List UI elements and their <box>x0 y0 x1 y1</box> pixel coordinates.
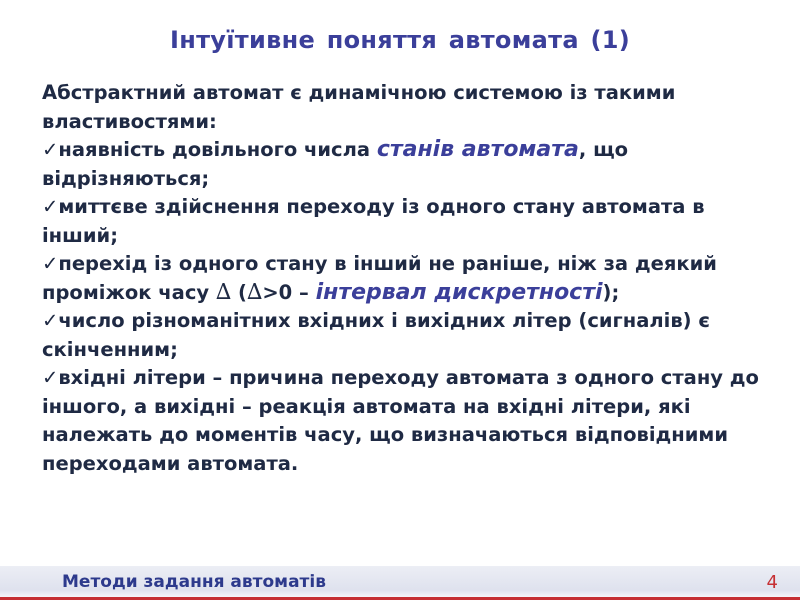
intro-text: Абстрактний автомат є динамічною системою із такими властивостями: <box>42 81 676 133</box>
item-text: число різноманітних вхідних і вихідних літер (сигналів) є скінченним; <box>42 309 710 361</box>
checkmark-icon: ✓ <box>42 138 59 161</box>
checkmark-icon: ✓ <box>42 195 59 218</box>
item-text-before: наявність довільного числа <box>58 138 377 161</box>
checkmark-icon: ✓ <box>42 252 59 275</box>
delta-condition: >0 – <box>262 280 316 304</box>
slide-body <box>42 79 762 478</box>
slide-title: Інтуїтивне поняття автомата (1) <box>169 26 631 54</box>
emphasized-term: інтервал дискретності <box>315 279 603 305</box>
emphasized-term: станів автомата <box>376 137 579 162</box>
list-item <box>42 250 762 307</box>
checkmark-icon: ✓ <box>42 309 59 332</box>
item-text: вхідні літери – причина переходу автомата з одного стану до іншого, а вихідні – реакція автомата на вхідні літери, які належать до моментів часу, що визначаються відповідними переходами автомата. <box>42 366 759 475</box>
item-text-after: ); <box>602 280 620 304</box>
delta-symbol: ∆ <box>246 279 263 305</box>
list-item <box>42 193 762 250</box>
paren-open: ( <box>231 280 247 304</box>
item-text-after: , що відрізняються; <box>42 138 629 190</box>
item-text-before: перехід із одного стану в інший не раніше, ніж за деякий проміжок часу <box>42 252 717 304</box>
page-number: 4 <box>766 572 778 593</box>
list-item <box>42 307 762 364</box>
footer-label: Методи задання автоматів <box>62 572 326 592</box>
delta-symbol: ∆ <box>215 279 232 305</box>
item-text: миттєве здійснення переходу із одного стану автомата в інший; <box>42 195 705 247</box>
checkmark-icon: ✓ <box>42 366 59 389</box>
list-item <box>42 136 762 193</box>
slide-footer <box>0 566 800 600</box>
list-item <box>42 364 762 478</box>
property-list <box>42 136 762 478</box>
